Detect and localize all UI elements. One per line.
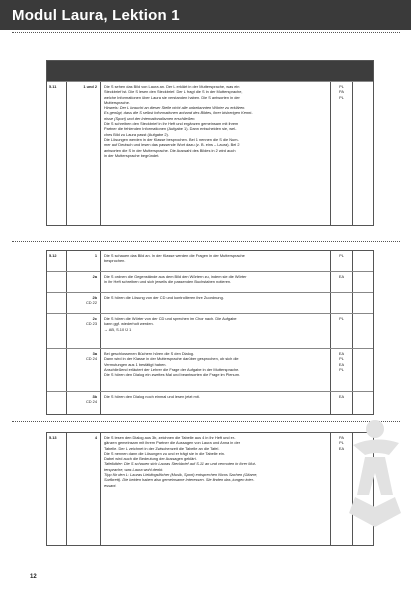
figure-logo-icon	[335, 415, 411, 535]
table-row: 2c CD 23 Die S hören die Wörter von der CD und sprechen im Chor nach. Die Aufgabe kann ggf. wiederholt werden. → AB, S.10 Ü 1 PL	[47, 313, 373, 348]
instruction-text: Die S sehen das Bild von Laura an. Der L erklärt in der Muttersprache, was ein Steckbrief ist. Die S lesen den Steckbrief. Der L fragt die S in der Muttersprache, welche Informationen über Laura sie verstanden haben. Die S antworten in der Muttersprache. Hinweis: Der L braucht an dieser Stelle nicht alle unbekannten Wörter zu erklären. Es genügt, dass die S selbst Informationen anhand des Bildes, ihrer bisherigen Kennt- nisse (Sport) und der Internationalismen erschließen. Die S schreiben den Steckbrief in ihr Heft und ergänzen gemeinsam mit ihrem Partner die fehlenden Informationen (Aufgabe 1). Dann entscheiden sie, wel- ches Bild zu Laura passt (Aufgabe 2). Die Lösungen werden in der Klasse besprochen. Bei 1 nennen die S die Num- mer auf Deutsch und lesen das passende Wort dazu (z. B. eins – Laura). Bei 2 antworten die S in der Muttersprache. Die Auswahl des Bildes in 2 wird auch in der Muttersprache begründet.	[101, 82, 331, 225]
table-row: 2a Die S ordnen die Gegenstände aus dem Bild den Wörtern zu, indem sie die Wörter in ihr Heft schreiben und sich jeweils die passenden Buchstaben notieren. EA	[47, 271, 373, 292]
lesson-table-2	[46, 250, 374, 415]
page-ref: 5.11	[47, 82, 67, 225]
page-title: Modul Laura, Lektion 1	[12, 7, 180, 24]
table-row: 3a CD 24 Bei geschlossenen Büchern hören die S den Dialog. Dann wird in der Klasse in der Muttersprache darüber gesprochen, ob sich die Vermutungen aus 1 bestätigt haben. Anschließend erläutert der Lehrer die Frage der Aufgabe in der Muttersprache. Die S hören den Dialog ein zweites Mal und beantworten die Frage im Plenum. EA PL EA PL	[47, 348, 373, 391]
table-row: 5.12 1 Die S schauen das Bild an. In der Klasse werden die Fragen in der Muttersprache besprochen. PL	[47, 251, 373, 271]
lesson-table-3	[46, 432, 374, 546]
table-row: 2b CD 22 Die S hören die Lösung von der CD und kontrollieren ihre Zuordnung.	[47, 292, 373, 313]
social-form: PL PA PL	[331, 82, 353, 225]
step-label: 1 und 2	[67, 82, 101, 225]
header-divider	[12, 32, 400, 33]
section-divider	[12, 241, 400, 242]
notes-column	[353, 82, 373, 225]
table-row: 5.13 4 Die S lesen den Dialog aus 3b, zeichnen die Tabelle aus 4 in ihr Heft und er- gänzen gemeinsam mit ihrem Partner die Aussagen von Laura und Anna in der Tabelle. Der L zeichnet in der Zwischenzeit die Tabelle an die Tafel. Die S nennen dann die Lösungen zu und er trägt sie in die Tabelle ein. Dabei wird auch die Bedeutung der Aussagen geklärt. Tafelbilder: Die S schauen sich Lauras Steckbrief auf S.11 an und vermuten in ihrer Mut- tersprache, was Laura wohl denkt. Tipp für den L: Lauras Lieblingsfächer (Musik, Sport) entsprechen Nicos Sachen (Gitarre, Surfbrett). Die beiden haben also gemeinsame Interessen. Sie finden das ‚tungen inter- essant. PA PL EA	[47, 433, 373, 545]
lesson-table-1	[46, 60, 374, 226]
table-header-bar	[47, 61, 373, 81]
page-number: 12	[30, 574, 37, 580]
table-row: 3b CD 24 Die S hören den Dialog noch einmal und lesen jetzt mit. EA	[47, 391, 373, 414]
page-header	[0, 0, 411, 30]
table-row	[47, 81, 373, 225]
